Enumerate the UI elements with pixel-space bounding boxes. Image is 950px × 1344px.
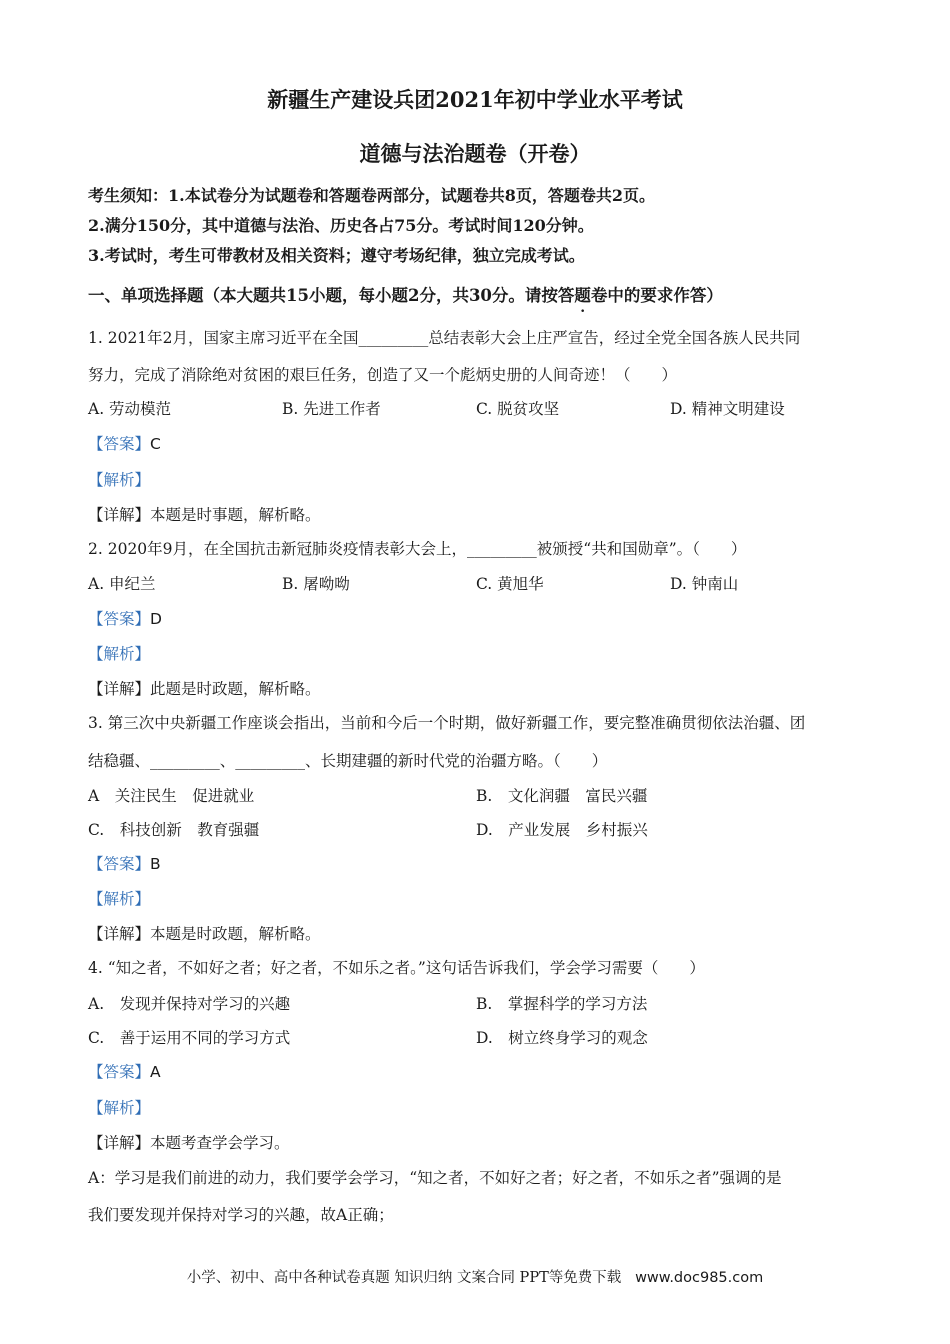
- q4-option-d: D. 树立终身学习的观念: [476, 1029, 648, 1047]
- section-suffix: 中的要求作答）: [607, 286, 723, 305]
- q2-option-b: B. 屠呦呦: [282, 575, 350, 593]
- q4-detail: [88, 1133, 290, 1153]
- q4-option-c: C. 善于运用不同的学习方式: [88, 1029, 291, 1047]
- q1-option-c: C. 脱贫攻坚: [476, 400, 560, 418]
- q1-detail-text: 本题是时事题，解析略。: [150, 506, 321, 524]
- q4-option-a: A. 发现并保持对学习的兴趣: [88, 995, 291, 1013]
- detail-label: 【详解】: [88, 925, 151, 943]
- page-footer: [0, 1268, 950, 1288]
- q1-option-b: B. 先进工作者: [282, 400, 381, 418]
- answer-label: 【答案】: [88, 610, 151, 628]
- q1-analysis-label: 【解析】: [88, 471, 151, 489]
- q4-answer-value: A: [150, 1063, 161, 1081]
- notice-line-2: 2.满分150分，其中道德与法治、历史各占75分。考试时间120分钟。: [88, 216, 594, 235]
- q1-option-d: D. 精神文明建设: [670, 400, 785, 418]
- q3-analysis-label: 【解析】: [88, 890, 151, 908]
- q3-option-a: A 关注民生 促进就业: [88, 787, 255, 805]
- q2-detail-text: 此题是时政题，解析略。: [150, 680, 321, 698]
- q3-option-d: D. 产业发展 乡村振兴: [476, 821, 648, 839]
- exam-title: 新疆生产建设兵团2021年初中学业水平考试: [267, 87, 683, 112]
- detail-label: 【详解】: [88, 1134, 151, 1152]
- q2-option-d: D. 钟南山: [670, 575, 739, 593]
- exam-subtitle: 道德与法治题卷（开卷）: [359, 141, 591, 166]
- section-emphasis: 答题卷: [557, 286, 608, 305]
- q1-stem-line-2: 努力，完成了消除绝对贫困的艰巨任务，创造了又一个彪炳史册的人间奇迹！（ ）: [88, 366, 678, 384]
- q2-option-a: A. 申纪兰: [88, 575, 156, 593]
- q2-stem-line-1: 2. 2020年9月，在全国抗击新冠肺炎疫情表彰大会上，_________被颁授“共和国勋章”。（ ）: [88, 540, 747, 558]
- q3-answer-value: B: [150, 855, 161, 873]
- notice-line-3: 3.考试时，考生可带教材及相关资料；遵守考场纪律，独立完成考试。: [88, 246, 585, 265]
- q4-analysis-label: 【解析】: [88, 1099, 151, 1117]
- q1-answer-value: C: [150, 435, 161, 453]
- q2-answer: [88, 609, 162, 629]
- detail-label: 【详解】: [88, 680, 151, 698]
- q1-option-a: A. 劳动模范: [88, 400, 172, 418]
- answer-label: 【答案】: [88, 1063, 151, 1081]
- q3-detail: [88, 924, 321, 944]
- section-heading: [88, 286, 723, 306]
- answer-label: 【答案】: [88, 855, 151, 873]
- footer-link[interactable]: www.doc985.com: [635, 1270, 764, 1286]
- q3-stem-line-2: 结稳疆、_________、_________、长期建疆的新时代党的治疆方略。（ ）: [88, 752, 608, 770]
- q3-detail-text: 本题是时政题，解析略。: [150, 925, 321, 943]
- notice-line-1: 考生须知：1.本试卷分为试题卷和答题卷两部分，试题卷共8页，答题卷共2页。: [88, 186, 655, 205]
- q2-detail: [88, 679, 321, 699]
- q2-answer-value: D: [150, 610, 162, 628]
- q3-option-c: C. 科技创新 教育强疆: [88, 821, 260, 839]
- q4-option-b: B. 掌握科学的学习方法: [476, 995, 648, 1013]
- answer-label: 【答案】: [88, 435, 151, 453]
- q2-option-c: C. 黄旭华: [476, 575, 544, 593]
- q3-stem-line-1: 3. 第三次中央新疆工作座谈会指出，当前和今后一个时期，做好新疆工作，要完整准确贯彻依法治疆、团: [88, 714, 806, 732]
- q4-detail-text: 本题考查学会学习。: [150, 1134, 290, 1152]
- section-prefix: 一、单项选择题（本大题共15小题，每小题2分，共30分。请按: [88, 286, 558, 305]
- q1-answer: [88, 434, 161, 454]
- q4-stem-line-1: 4. “知之者，不如好之者；好之者，不如乐之者。”这句话告诉我们，学会学习需要（ ）: [88, 959, 705, 977]
- q2-analysis-label: 【解析】: [88, 645, 151, 663]
- footer-text: 小学、初中、高中各种试卷真题 知识归纳 文案合同 PPT等免费下载: [186, 1270, 622, 1286]
- q4-answer: [88, 1062, 161, 1082]
- q1-stem-line-1: 1. 2021年2月，国家主席习近平在全国_________总结表彰大会上庄严宣告，经过全党全国各族人民共同: [88, 329, 801, 347]
- q3-option-b: B. 文化润疆 富民兴疆: [476, 787, 648, 805]
- detail-label: 【详解】: [88, 506, 151, 524]
- q1-detail: [88, 505, 321, 525]
- q4-explain-line-1: A：学习是我们前进的动力，我们要学会学习，“知之者，不如好之者；好之者，不如乐之者”强调的是: [88, 1169, 782, 1187]
- q3-answer: [88, 854, 161, 874]
- q4-explain-line-2: 我们要发现并保持对学习的兴趣，故A正确；: [88, 1206, 394, 1224]
